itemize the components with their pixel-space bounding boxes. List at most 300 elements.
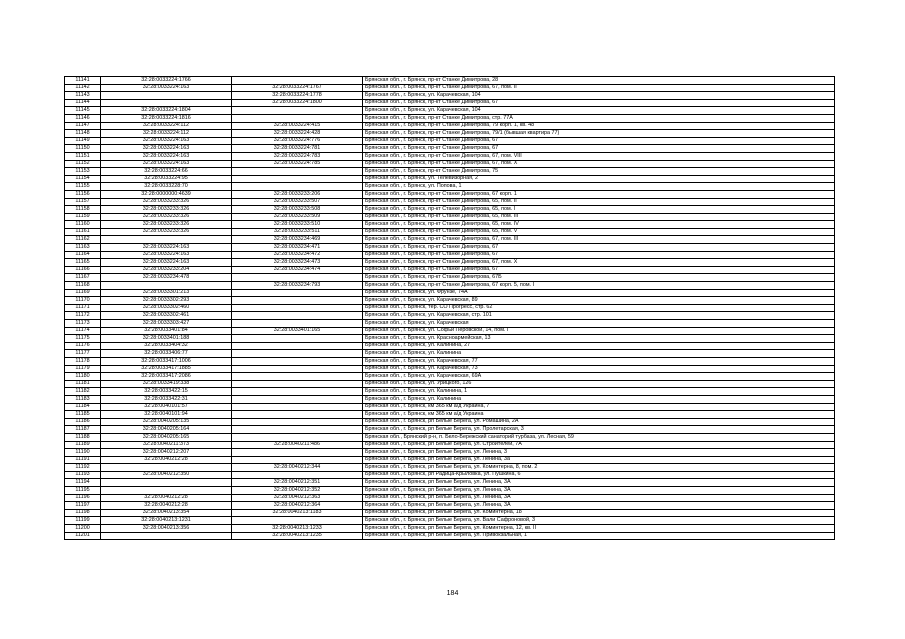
cadastral-number-cell: 32:28:0033224:112	[101, 130, 232, 138]
address-cell: Брянская обл., г. Брянск, пр-кт Станке Димитрова, 67	[363, 137, 835, 145]
address-cell: Брянская обл., Брянский р-н, п. Бело-Бережский санаторий турбаза, ул. Лесная, 59	[363, 433, 835, 441]
related-cadastral-number-cell: 32:28:0033233:509	[232, 213, 363, 221]
cadastral-number-cell: 32:28:0040101:57	[101, 403, 232, 411]
related-cadastral-number-cell: 32:28:0033224:785	[232, 160, 363, 168]
cadastral-number-cell: 32:28:0033301:213	[101, 289, 232, 297]
address-cell: Брянская обл., г. Брянск, рп Белые Берега, ул. Ленина, 3а	[363, 456, 835, 464]
table-row	[65, 335, 835, 343]
row-number-cell: 11170	[65, 297, 101, 305]
row-number-cell: 11172	[65, 312, 101, 320]
address-cell: Брянская обл., г. Брянск, пр-кт Станке Димитрова, 67 корп. 1	[363, 190, 835, 198]
related-cadastral-number-cell: 32:28:0033233:507	[232, 198, 363, 206]
row-number-cell: 11201	[65, 532, 101, 540]
table-row	[65, 145, 835, 153]
table-row	[65, 373, 835, 381]
cadastral-number-cell: 32:28:0040213:1231	[101, 517, 232, 525]
cadastral-number-cell: 32:28:0033224:112	[101, 122, 232, 130]
row-number-cell: 11174	[65, 327, 101, 335]
related-cadastral-number-cell: 32:28:0033234:471	[232, 244, 363, 252]
cadastral-number-cell: 32:28:0040212:207	[101, 449, 232, 457]
related-cadastral-number-cell: 32:28:0033234:474	[232, 266, 363, 274]
row-number-cell: 11182	[65, 388, 101, 396]
related-cadastral-number-cell	[232, 342, 363, 350]
related-cadastral-number-cell	[232, 320, 363, 328]
cadastral-number-cell: 32:28:0040212:350	[101, 471, 232, 479]
address-cell: Брянская обл., г. Брянск, рп Белые Берега, ул. Ленина, 3	[363, 449, 835, 457]
related-cadastral-number-cell: 32:28:0033224:1767	[232, 84, 363, 92]
table-row	[65, 342, 835, 350]
address-cell: Брянская обл., г. Брянск, ул. Карачевская, 69А	[363, 373, 835, 381]
address-cell: Брянская обл., г. Брянск, ул. Красноармейская, 13	[363, 335, 835, 343]
cadastral-number-cell: 32:28:0033404:32	[101, 342, 232, 350]
table-row	[65, 99, 835, 107]
address-cell: Брянская обл., г. Брянск, рп Белые Берега, ул. Вали Сафроновой, 3	[363, 517, 835, 525]
table-row	[65, 320, 835, 328]
table-row	[65, 107, 835, 115]
address-cell: Брянская обл., г. Брянск, рп Белые Берега, ул. Ромашина, 2А	[363, 418, 835, 426]
cadastral-number-cell	[101, 282, 232, 290]
row-number-cell: 11171	[65, 304, 101, 312]
cadastral-number-cell: 32:28:0033417:1006	[101, 357, 232, 365]
related-cadastral-number-cell: 32:28:0033224:1778	[232, 92, 363, 100]
table-row	[65, 228, 835, 236]
cadastral-number-cell: 32:28:0033224:163	[101, 152, 232, 160]
related-cadastral-number-cell	[232, 365, 363, 373]
related-cadastral-number-cell	[232, 426, 363, 434]
table-row	[65, 160, 835, 168]
row-number-cell: 11179	[65, 365, 101, 373]
related-cadastral-number-cell: 32:28:0033234:472	[232, 251, 363, 259]
address-cell: Брянская обл., г. Брянск, пр-кт Станке Димитрова, стр. 77А	[363, 114, 835, 122]
related-cadastral-number-cell: 32:28:0033233:511	[232, 228, 363, 236]
row-number-cell: 11148	[65, 130, 101, 138]
row-number-cell: 11200	[65, 525, 101, 533]
related-cadastral-number-cell	[232, 388, 363, 396]
address-cell: Брянская обл., г. Брянск, ул. Калинина, 1	[363, 388, 835, 396]
cadastral-number-cell: 32:28:0033406:77	[101, 350, 232, 358]
address-cell: Брянская обл., г. Брянск, км 365 км а/д Украина	[363, 411, 835, 419]
table-row	[65, 206, 835, 214]
page-number: 184	[446, 590, 459, 597]
row-number-cell: 11195	[65, 487, 101, 495]
table-row	[65, 244, 835, 252]
related-cadastral-number-cell: 32:28:0040212:351	[232, 479, 363, 487]
table-row	[65, 236, 835, 244]
table-row	[65, 130, 835, 138]
row-number-cell: 11191	[65, 456, 101, 464]
table-row	[65, 297, 835, 305]
row-number-cell: 11186	[65, 418, 101, 426]
related-cadastral-number-cell: 32:28:0033224:415	[232, 122, 363, 130]
cadastral-number-cell: 32:28:0033422:31	[101, 395, 232, 403]
address-cell: Брянская обл., г. Брянск, ул. Карачевская, 104	[363, 92, 835, 100]
address-cell: Брянская обл., г. Брянск, пр-кт Станке Димитрова, 67	[363, 251, 835, 259]
related-cadastral-number-cell	[232, 168, 363, 176]
row-number-cell: 11162	[65, 236, 101, 244]
table-row	[65, 137, 835, 145]
cadastral-number-cell: 32:28:0033401:188	[101, 335, 232, 343]
row-number-cell: 11197	[65, 502, 101, 510]
related-cadastral-number-cell: 32:28:0033401:165	[232, 327, 363, 335]
address-cell: Брянская обл., г. Брянск, пр-кт Станке Димитрова, 65, пом. IV	[363, 221, 835, 229]
cadastral-number-cell: 32:28:0040101:94	[101, 411, 232, 419]
related-cadastral-number-cell	[232, 274, 363, 282]
address-cell: Брянская обл., г. Брянск, пр-кт Станке Димитрова, 75	[363, 168, 835, 176]
row-number-cell: 11193	[65, 471, 101, 479]
related-cadastral-number-cell	[232, 304, 363, 312]
address-cell: Брянская обл., г. Брянск, пр-кт Станке Димитрова, 67, пом. X	[363, 259, 835, 267]
cadastral-number-cell: 32:28:0033224:66	[101, 168, 232, 176]
row-number-cell: 11153	[65, 168, 101, 176]
address-cell: Брянская обл., г. Брянск, рп Белые Берега, ул. Ленина, 3А	[363, 494, 835, 502]
related-cadastral-number-cell: 32:28:0040212:363	[232, 494, 363, 502]
row-number-cell: 11199	[65, 517, 101, 525]
address-cell: Брянская обл., г. Брянск, пр-кт Станке Димитрова, 67Б	[363, 274, 835, 282]
table-row	[65, 274, 835, 282]
table-row	[65, 441, 835, 449]
row-number-cell: 11178	[65, 357, 101, 365]
address-cell: Брянская обл., г. Брянск, ул. Карачевская	[363, 320, 835, 328]
related-cadastral-number-cell: 32:28:0040213:1233	[232, 525, 363, 533]
row-number-cell: 11185	[65, 411, 101, 419]
row-number-cell: 11142	[65, 84, 101, 92]
address-cell: Брянская обл., г. Брянск, рп Белые Берега, ул. Ленина, 3А	[363, 487, 835, 495]
row-number-cell: 11151	[65, 152, 101, 160]
cadastral-number-cell: 32:28:0040205:165	[101, 433, 232, 441]
row-number-cell: 11180	[65, 373, 101, 381]
related-cadastral-number-cell	[232, 411, 363, 419]
related-cadastral-number-cell	[232, 380, 363, 388]
table-row	[65, 198, 835, 206]
cadastral-number-cell: 32:28:0033233:204	[101, 266, 232, 274]
address-cell: Брянская обл., г. Брянск, ул. Калинина, 27	[363, 342, 835, 350]
registry-table-body	[65, 77, 835, 540]
row-number-cell: 11194	[65, 479, 101, 487]
related-cadastral-number-cell	[232, 107, 363, 115]
cadastral-number-cell	[101, 532, 232, 540]
cadastral-number-cell: 32:28:0033224:163	[101, 160, 232, 168]
table-row	[65, 168, 835, 176]
table-row	[65, 251, 835, 259]
related-cadastral-number-cell	[232, 77, 363, 85]
address-cell: Брянская обл., г. Брянск, рп Белые Берега, ул. Коминтерна, 8, пом. 2	[363, 464, 835, 472]
table-row	[65, 532, 835, 540]
address-cell: Брянская обл., г. Брянск, км 365 км а/д Украина, 7	[363, 403, 835, 411]
address-cell: Брянская обл., г. Брянск, пр-кт Станке Димитрова, 67	[363, 99, 835, 107]
related-cadastral-number-cell: 32:28:0040213:1235	[232, 532, 363, 540]
cadastral-number-cell: 32:28:0033303:427	[101, 320, 232, 328]
cadastral-number-cell	[101, 236, 232, 244]
row-number-cell: 11176	[65, 342, 101, 350]
cadastral-number-cell: 32:28:0033224:1766	[101, 77, 232, 85]
cadastral-number-cell: 32:28:0033233:326	[101, 221, 232, 229]
related-cadastral-number-cell: 32:28:0040212:364	[232, 502, 363, 510]
related-cadastral-number-cell: 32:28:0040212:352	[232, 487, 363, 495]
address-cell: Брянская обл., г. Брянск, ул. Карачевская, 73	[363, 365, 835, 373]
row-number-cell: 11192	[65, 464, 101, 472]
row-number-cell: 11187	[65, 426, 101, 434]
row-number-cell: 11164	[65, 251, 101, 259]
address-cell: Брянская обл., г. Брянск, пр-кт Станке Димитрова, 67	[363, 266, 835, 274]
table-row	[65, 502, 835, 510]
cadastral-number-cell: 32:28:0040212:28	[101, 456, 232, 464]
related-cadastral-number-cell: 32:28:0033234:473	[232, 259, 363, 267]
table-row	[65, 304, 835, 312]
table-row	[65, 266, 835, 274]
table-row	[65, 388, 835, 396]
related-cadastral-number-cell: 32:28:0033224:1800	[232, 99, 363, 107]
cadastral-number-cell	[101, 99, 232, 107]
table-row	[65, 259, 835, 267]
table-row	[65, 411, 835, 419]
table-row	[65, 365, 835, 373]
row-number-cell: 11188	[65, 433, 101, 441]
table-row	[65, 426, 835, 434]
table-row	[65, 433, 835, 441]
address-cell: Брянская обл., г. Брянск, ул. Калинина	[363, 350, 835, 358]
cadastral-number-cell: 32:28:0033224:163	[101, 137, 232, 145]
related-cadastral-number-cell	[232, 449, 363, 457]
related-cadastral-number-cell	[232, 335, 363, 343]
table-row	[65, 350, 835, 358]
row-number-cell: 11141	[65, 77, 101, 85]
related-cadastral-number-cell: 32:28:0040213:1183	[232, 509, 363, 517]
related-cadastral-number-cell: 32:28:0040211:486	[232, 441, 363, 449]
address-cell: Брянская обл., г. Брянск, пр-кт Станке Димитрова, 67 корп. 5, пом. I	[363, 282, 835, 290]
address-cell: Брянская обл., г. Брянск, рп Радица-Крыловка, ул. Пушкина, 6	[363, 471, 835, 479]
row-number-cell: 11145	[65, 107, 101, 115]
registry-table	[64, 76, 835, 540]
row-number-cell: 11150	[65, 145, 101, 153]
address-cell: Брянская обл., г. Брянск, ул. Калинина	[363, 395, 835, 403]
cadastral-number-cell	[101, 464, 232, 472]
table-row	[65, 152, 835, 160]
cadastral-number-cell: 32:28:0033401:84	[101, 327, 232, 335]
table-row	[65, 464, 835, 472]
address-cell: Брянская обл., г. Брянск, ул. Телевизорная, 2	[363, 175, 835, 183]
table-row	[65, 77, 835, 85]
cadastral-number-cell	[101, 479, 232, 487]
row-number-cell: 11166	[65, 266, 101, 274]
row-number-cell: 11196	[65, 494, 101, 502]
related-cadastral-number-cell	[232, 433, 363, 441]
address-cell: Брянская обл., г. Брянск, пр-кт Станке Димитрова, 67, пом. III	[363, 236, 835, 244]
address-cell: Брянская обл., г. Брянск, пр-кт Станке Димитрова, 65, пом. III	[363, 213, 835, 221]
related-cadastral-number-cell	[232, 373, 363, 381]
related-cadastral-number-cell: 32:28:0033233:206	[232, 190, 363, 198]
table-row	[65, 418, 835, 426]
table-row	[65, 517, 835, 525]
related-cadastral-number-cell	[232, 183, 363, 191]
table-row	[65, 114, 835, 122]
address-cell: Брянская обл., г. Брянск, пр-кт Станке Димитрова, 67	[363, 244, 835, 252]
address-cell: Брянская обл., г. Брянск, пр-кт Станке Димитрова, 67	[363, 145, 835, 153]
cadastral-number-cell: 32:28:0033302:293	[101, 297, 232, 305]
related-cadastral-number-cell	[232, 297, 363, 305]
address-cell: Брянская обл., г. Брянск, рп Белые Берега, ул. Привокзальная, 1	[363, 532, 835, 540]
cadastral-number-cell: 32:28:0040213:354	[101, 509, 232, 517]
address-cell: Брянская обл., г. Брянск, ул. Карачевская, 104	[363, 107, 835, 115]
table-row	[65, 289, 835, 297]
related-cadastral-number-cell: 32:28:0033233:508	[232, 206, 363, 214]
cadastral-number-cell	[101, 92, 232, 100]
row-number-cell: 11163	[65, 244, 101, 252]
address-cell: Брянская обл., г. Брянск, ул. Фрунзе, 74А	[363, 289, 835, 297]
row-number-cell: 11167	[65, 274, 101, 282]
row-number-cell: 11175	[65, 335, 101, 343]
row-number-cell: 11177	[65, 350, 101, 358]
row-number-cell: 11152	[65, 160, 101, 168]
related-cadastral-number-cell	[232, 312, 363, 320]
related-cadastral-number-cell	[232, 403, 363, 411]
cadastral-number-cell: 32:28:0033224:1804	[101, 107, 232, 115]
row-number-cell: 11198	[65, 509, 101, 517]
related-cadastral-number-cell	[232, 418, 363, 426]
row-number-cell: 11161	[65, 228, 101, 236]
cadastral-number-cell: 32:28:0033224:163	[101, 259, 232, 267]
row-number-cell: 11183	[65, 395, 101, 403]
table-row	[65, 92, 835, 100]
address-cell: Брянская обл., г. Брянск, пр-кт Станке Димитрова, 28	[363, 77, 835, 85]
cadastral-number-cell: 32:28:0033224:95	[101, 175, 232, 183]
table-row	[65, 494, 835, 502]
related-cadastral-number-cell: 32:28:0033234:793	[232, 282, 363, 290]
related-cadastral-number-cell	[232, 357, 363, 365]
cadastral-number-cell: 32:28:0033419:338	[101, 380, 232, 388]
related-cadastral-number-cell	[232, 175, 363, 183]
row-number-cell: 11144	[65, 99, 101, 107]
address-cell: Брянская обл., г. Брянск, пр-кт Станке Димитрова, 67, пом. II	[363, 84, 835, 92]
address-cell: Брянская обл., г. Брянск, ул. Карачевская, 89	[363, 297, 835, 305]
table-row	[65, 471, 835, 479]
cadastral-number-cell: 32:28:0040205:135	[101, 418, 232, 426]
address-cell: Брянская обл., г. Брянск, рп Белые Берега, ул. Коминтерна, 18	[363, 509, 835, 517]
table-row	[65, 380, 835, 388]
table-row	[65, 312, 835, 320]
row-number-cell: 11156	[65, 190, 101, 198]
table-row	[65, 175, 835, 183]
table-row	[65, 449, 835, 457]
table-row	[65, 525, 835, 533]
table-row	[65, 282, 835, 290]
address-cell: Брянская обл., г. Брянск, пр-кт Станке Димитрова, 65, пом. V	[363, 228, 835, 236]
table-row	[65, 487, 835, 495]
row-number-cell: 11184	[65, 403, 101, 411]
table-row	[65, 183, 835, 191]
table-row	[65, 403, 835, 411]
table-row	[65, 395, 835, 403]
row-number-cell: 11157	[65, 198, 101, 206]
address-cell: Брянская обл., г. Брянск, рп Белые Берега, ул. Коминтерна, 12, кв. II	[363, 525, 835, 533]
cadastral-number-cell: 32:28:0033224:163	[101, 84, 232, 92]
related-cadastral-number-cell	[232, 114, 363, 122]
table-row	[65, 479, 835, 487]
row-number-cell: 11158	[65, 206, 101, 214]
cadastral-number-cell: 32:28:0033302:461	[101, 312, 232, 320]
cadastral-number-cell: 32:28:0040211:373	[101, 441, 232, 449]
cadastral-number-cell: 32:28:0033234:478	[101, 274, 232, 282]
table-row	[65, 213, 835, 221]
address-cell: Брянская обл., г. Брянск, ул. Карачевская, 77	[363, 357, 835, 365]
related-cadastral-number-cell: 32:28:0033234:469	[232, 236, 363, 244]
address-cell: Брянская обл., г. Брянск, пр-кт Станке Димитрова, 67, пом. VIII	[363, 152, 835, 160]
table-row	[65, 327, 835, 335]
related-cadastral-number-cell: 32:28:0033224:428	[232, 130, 363, 138]
cadastral-number-cell: 32:28:0033224:163	[101, 145, 232, 153]
address-cell: Брянская обл., г. Брянск, пр-кт Станке Димитрова, 65, пом. I	[363, 206, 835, 214]
row-number-cell: 11173	[65, 320, 101, 328]
table-row	[65, 122, 835, 130]
row-number-cell: 11154	[65, 175, 101, 183]
row-number-cell: 11190	[65, 449, 101, 457]
address-cell: Брянская обл., г. Брянск, рп Белые Берега, ул. Ленина, 3А	[363, 479, 835, 487]
cadastral-number-cell: 32:28:0033224:1816	[101, 114, 232, 122]
cadastral-number-cell: 32:28:0033233:326	[101, 228, 232, 236]
address-cell: Брянская обл., г. Брянск, ул. Карачевская, стр. 101	[363, 312, 835, 320]
address-cell: Брянская обл., г. Брянск, тер. СО Прогресс, стр. 62	[363, 304, 835, 312]
related-cadastral-number-cell	[232, 456, 363, 464]
cadastral-number-cell: 32:28:0033224:163	[101, 244, 232, 252]
address-cell: Брянская обл., г. Брянск, пр-кт Станке Димитрова, 79 корп. 1, кв. 48	[363, 122, 835, 130]
address-cell: Брянская обл., г. Брянск, ул. Попова, 1	[363, 183, 835, 191]
table-row	[65, 84, 835, 92]
cadastral-number-cell: 32:28:0033422:15	[101, 388, 232, 396]
cadastral-number-cell: 32:28:0040212:28	[101, 502, 232, 510]
cadastral-number-cell: 32:28:0033233:326	[101, 206, 232, 214]
address-cell: Брянская обл., г. Брянск, пр-кт Станке Димитрова, 65, пом. II	[363, 198, 835, 206]
related-cadastral-number-cell	[232, 517, 363, 525]
address-cell: Брянская обл., г. Брянск, рп Белые Берега, ул. Ленина, 3А	[363, 502, 835, 510]
related-cadastral-number-cell	[232, 350, 363, 358]
related-cadastral-number-cell: 32:28:0033224:783	[232, 152, 363, 160]
table-row	[65, 190, 835, 198]
related-cadastral-number-cell: 32:28:0040212:344	[232, 464, 363, 472]
table-row	[65, 456, 835, 464]
related-cadastral-number-cell: 32:28:0033224:776	[232, 137, 363, 145]
address-cell: Брянская обл., г. Брянск, ул. Урицкого, 126	[363, 380, 835, 388]
cadastral-number-cell: 32:28:0033228:70	[101, 183, 232, 191]
address-cell: Брянская обл., г. Брянск, рп Белые Берега, ул. Строителей, 7А	[363, 441, 835, 449]
cadastral-number-cell: 32:28:0040212:28	[101, 494, 232, 502]
row-number-cell: 11181	[65, 380, 101, 388]
related-cadastral-number-cell: 32:28:0033224:781	[232, 145, 363, 153]
row-number-cell: 11165	[65, 259, 101, 267]
related-cadastral-number-cell	[232, 289, 363, 297]
cadastral-number-cell: 32:28:0033417:1885	[101, 365, 232, 373]
row-number-cell: 11149	[65, 137, 101, 145]
cadastral-number-cell: 32:28:0033233:326	[101, 213, 232, 221]
row-number-cell: 11189	[65, 441, 101, 449]
row-number-cell: 11160	[65, 221, 101, 229]
related-cadastral-number-cell	[232, 471, 363, 479]
row-number-cell: 11169	[65, 289, 101, 297]
cadastral-number-cell: 32:28:0000000:4639	[101, 190, 232, 198]
address-cell: Брянская обл., г. Брянск, пр-кт Станке Димитрова, 67, пом. X	[363, 160, 835, 168]
row-number-cell: 11143	[65, 92, 101, 100]
address-cell: Брянская обл., г. Брянск, ул. Софьи Перовской, 14, пом. I	[363, 327, 835, 335]
address-cell: Брянская обл., г. Брянск, пр-кт Станке Димитрова, 79/1 (бывшая квартира 77)	[363, 130, 835, 138]
row-number-cell: 11146	[65, 114, 101, 122]
cadastral-number-cell: 32:28:0033417:2086	[101, 373, 232, 381]
cadastral-number-cell: 32:28:0033233:326	[101, 198, 232, 206]
table-row	[65, 357, 835, 365]
related-cadastral-number-cell	[232, 395, 363, 403]
cadastral-number-cell: 32:28:0033224:163	[101, 251, 232, 259]
row-number-cell: 11159	[65, 213, 101, 221]
address-cell: Брянская обл., г. Брянск, рп Белые Берега, ул. Пролетарская, 3	[363, 426, 835, 434]
cadastral-number-cell	[101, 487, 232, 495]
cadastral-number-cell: 32:28:0040205:164	[101, 426, 232, 434]
